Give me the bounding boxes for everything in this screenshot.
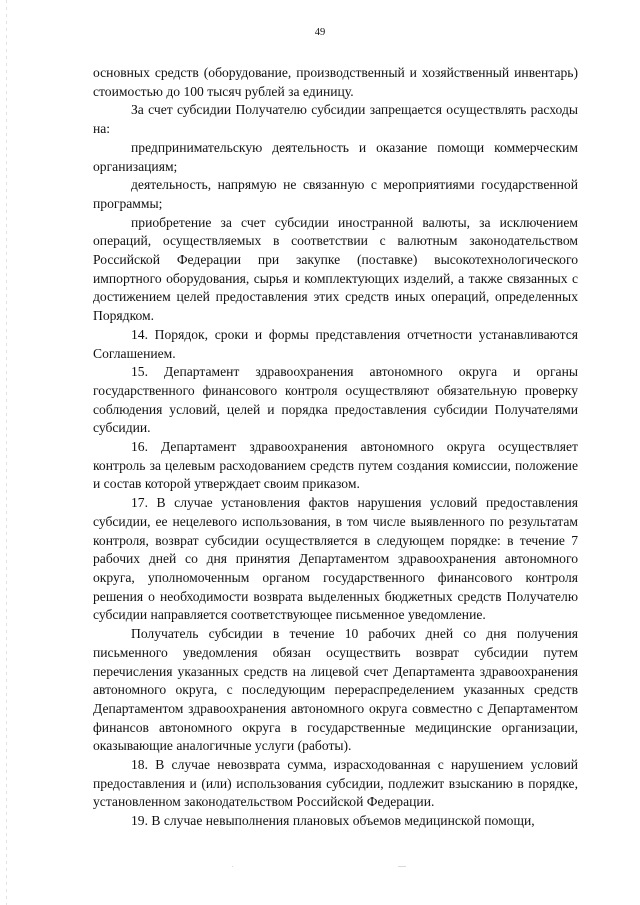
paragraph-4: приобретение за счет субсидии иностранной валюты, за исключением операций, осуществляемых в соответствии с валютным законодательством Российской Федерации при закупке (поставке) высокотехнологического импортного оборудования, сырья и комплектующих изделий, а также связанных с достижением целей предоставления этих средств иных операций, определенных Порядком. (93, 214, 578, 324)
paragraph-5: 14. Порядок, сроки и формы представления отчетности устанавливаются Соглашением. (93, 326, 578, 361)
page-number: 49 (314, 27, 326, 38)
paragraph-6: 15. Департамент здравоохранения автономного округа и органы государственного финансового контроля осуществляют обязательную проверку соблюдения условий, целей и порядка предоставления субсидии Получателями субсидии. (93, 364, 578, 436)
paragraph-1: За счет субсидии Получателю субсидии запрещается осуществлять расходы на: (93, 102, 578, 137)
scan-artifact-mark (398, 866, 406, 867)
scan-artifact-mark (232, 866, 233, 867)
paragraph-9: Получатель субсидии в течение 10 рабочих дней со дня получения письменного уведомления обязан осуществить возврат субсидии путем перечисления указанных средств на лицевой счет Департамента здравоохранения автономного округа, с последующим перераспределением указанных средств Департаментом здравоохранения автономного округа совместно с Департаментом финансов автономного округа в государственные медицинские организации, оказывающие аналогичные услуги (работы). (93, 626, 578, 754)
paragraph-8: 17. В случае установления фактов нарушения условий предоставления субсидии, ее нецелевого использования, в том числе выявленного по результатам контроля, возврат субсидии осуществляется в следующем порядке: в течение 7 рабочих дней со дня принятия Департаментом здравоохранения автономного округа, уполномоченным органом государственного финансового контроля решения о необходимости возврата выделенных бюджетных средств Получателю субсидии направляется соответствующее письменное уведомление. (93, 495, 578, 623)
scan-margin-line (6, 0, 7, 905)
paragraph-3: деятельность, напрямую не связанную с мероприятиями государственной программы; (93, 177, 578, 211)
paragraph-0: основных средств (оборудование, производственный и хозяйственный инвентарь) стоимостью до 100 тысяч рублей за единицу. (93, 65, 578, 99)
paragraph-2: предпринимательскую деятельность и оказание помощи коммерческим организациям; (93, 139, 578, 174)
paragraph-11: 19. В случае невыполнения плановых объемов медицинской помощи, (131, 813, 535, 829)
paragraph-10: 18. В случае невозврата сумма, израсходованная с нарушением условий предоставления и (или) использования субсидии, подлежит взысканию в порядке, установленном законодательством Российской Федерации. (93, 757, 578, 810)
paragraph-7: 16. Департамент здравоохранения автономного округа осуществляет контроль за целевым расходованием средств путем создания комиссии, положение и состав которой утверждает своим приказом. (93, 439, 578, 492)
document-body (93, 64, 578, 831)
